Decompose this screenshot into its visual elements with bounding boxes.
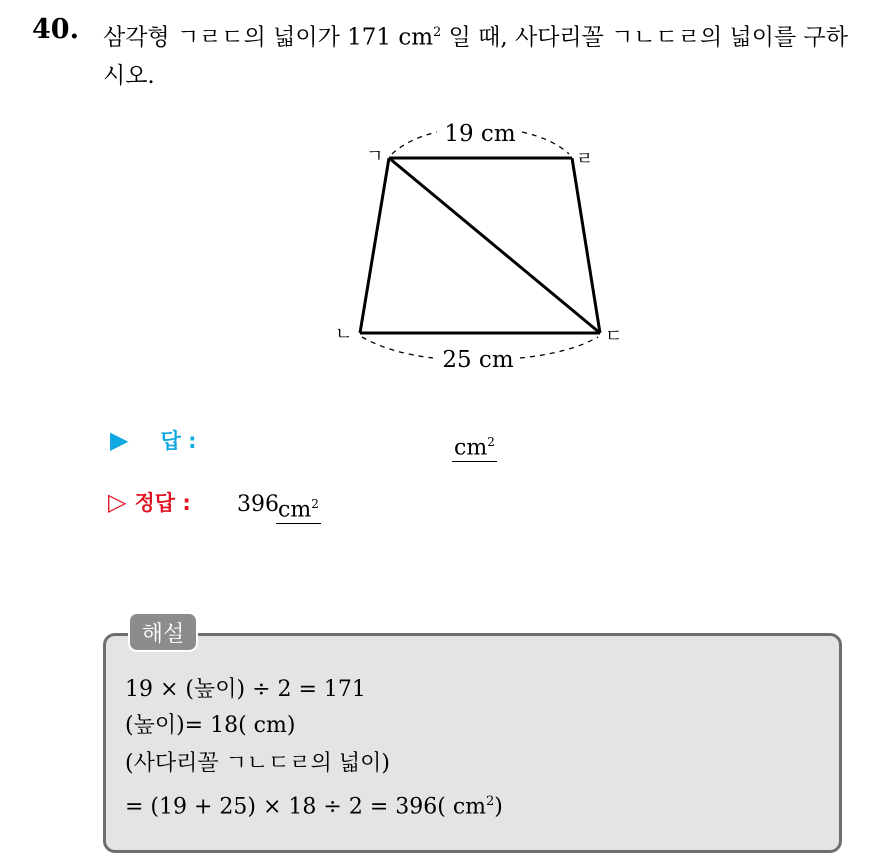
answer-marker-icon: ▶ xyxy=(110,426,129,454)
explanation-line-1: 19 × (높이) ÷ 2 = 171 xyxy=(125,677,366,702)
question-number: 40. xyxy=(32,14,79,45)
top-length-label: 19 cm xyxy=(444,121,516,147)
solution-unit xyxy=(276,492,321,524)
explanation-line-2: (높이)= 18( cm) xyxy=(125,713,296,738)
explanation-line-4-close: ) xyxy=(494,794,503,820)
solution-marker-icon: ▷ xyxy=(108,488,127,516)
explanation-tag: 해설 xyxy=(128,612,198,652)
trapezoid-right-edge xyxy=(572,158,600,333)
solution-value: 396 xyxy=(237,492,279,517)
explanation-line-4 xyxy=(125,787,503,822)
explanation-line-4-exponent: 2 xyxy=(486,794,495,809)
answer-row xyxy=(110,425,196,455)
question-text-part-2: 일 때, 사다리꼴 ㄱㄴㄷㄹ의 넓이를 구하시오. xyxy=(103,24,848,89)
question-text-part-1: 삼각형 ㄱㄹㄷ의 넓이가 171 cm xyxy=(103,24,434,51)
vertex-label-bottom-right: ㄷ xyxy=(605,326,623,347)
trapezoid-diagonal xyxy=(389,158,600,333)
answer-label: 답 : xyxy=(160,429,197,453)
solution-row xyxy=(108,487,191,517)
answer-unit-text: cm xyxy=(454,435,488,461)
explanation-line-4-main: = (19 + 25) × 18 ÷ 2 = 396( cm xyxy=(125,794,487,820)
explanation-line-3: (사다리꼴 ㄱㄴㄷㄹ의 넓이) xyxy=(125,751,390,776)
question-unit-exponent: 2 xyxy=(433,25,442,40)
bottom-dimension-arc-right xyxy=(520,337,598,358)
vertex-label-top-right: ㄹ xyxy=(576,149,594,170)
top-dimension-arc-right xyxy=(522,132,569,154)
solution-unit-exponent: 2 xyxy=(311,497,319,511)
bottom-dimension-arc-left xyxy=(362,337,433,358)
trapezoid-left-edge xyxy=(360,158,389,333)
answer-unit xyxy=(452,430,497,462)
bottom-length-label: 25 cm xyxy=(442,347,514,373)
vertex-label-bottom-left: ㄴ xyxy=(335,324,353,345)
vertex-label-top-left: ㄱ xyxy=(366,146,384,167)
solution-unit-text: cm xyxy=(278,497,312,523)
solution-label: 정답 : xyxy=(134,491,191,515)
top-dimension-arc-left xyxy=(392,132,437,154)
answer-unit-exponent: 2 xyxy=(487,435,495,449)
